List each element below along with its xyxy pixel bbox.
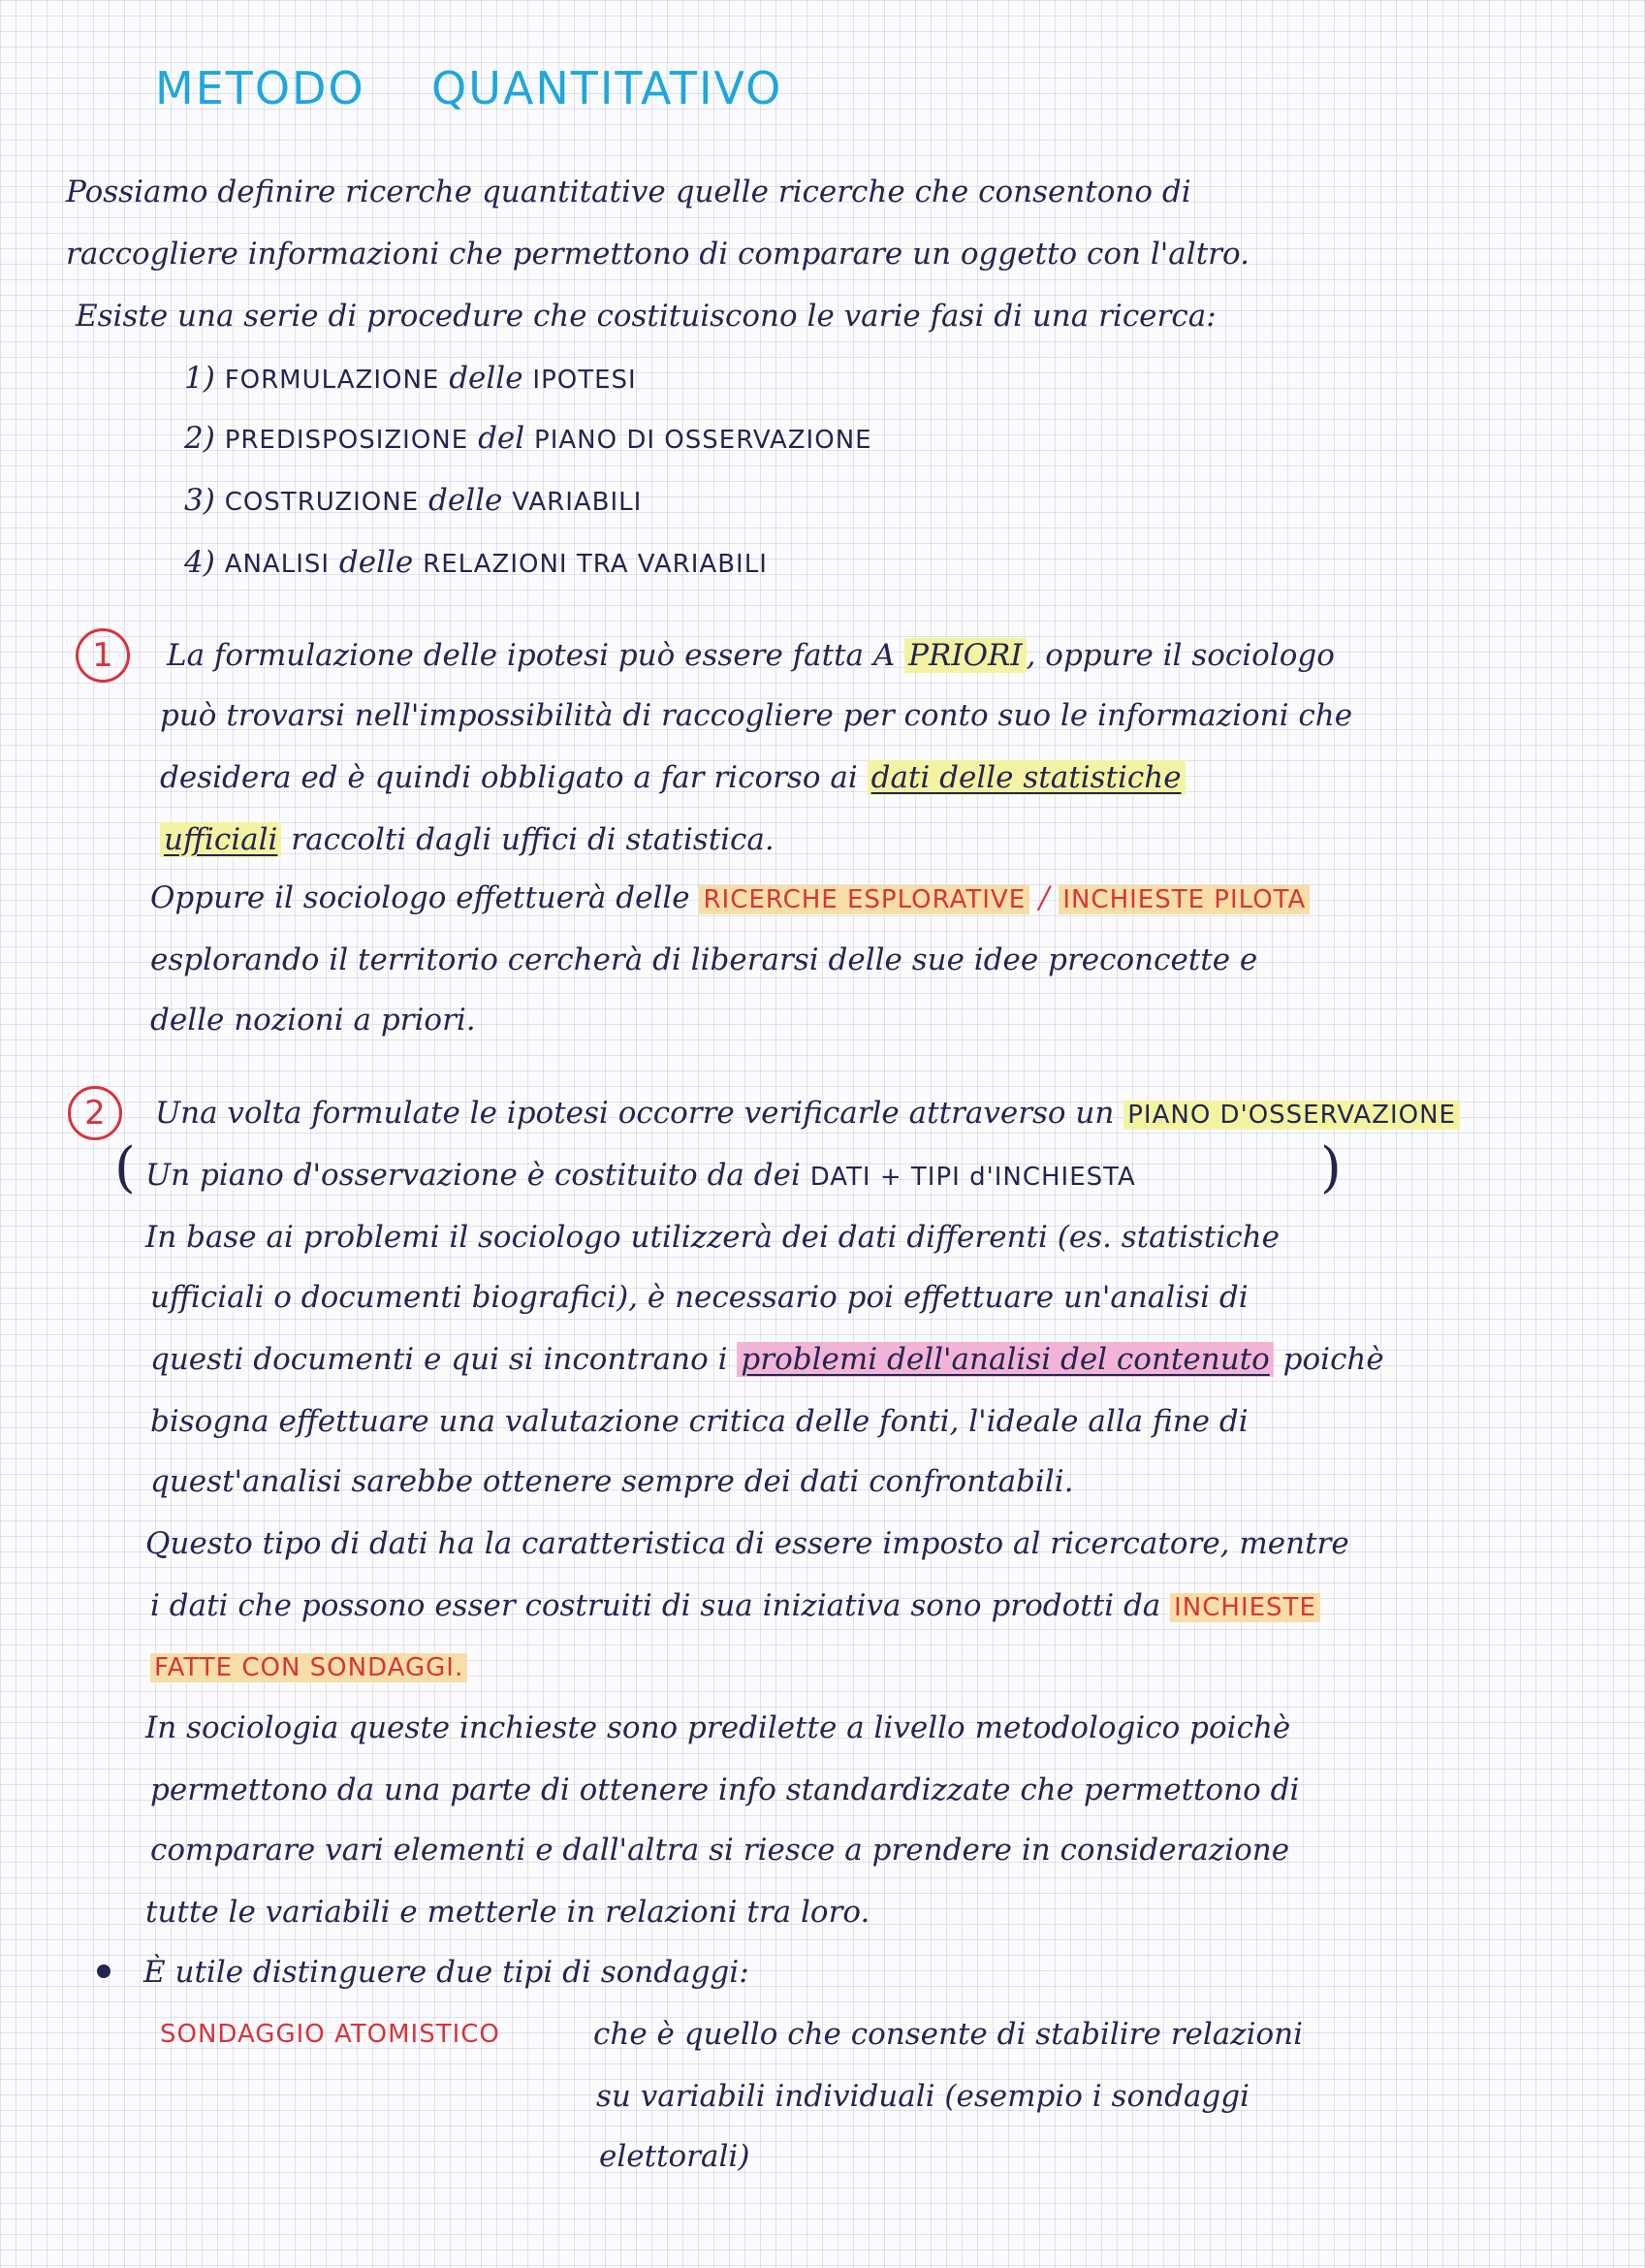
text-span: Una volta formulate le ipotesi occorre verificarle attraverso un [155,1096,1124,1131]
sondaggio-line-1: che è quello che consente di stabilire relazioni [593,2017,1304,2052]
section-2-line-10 [150,1646,467,1687]
section-1-line-4 [160,820,775,859]
section-2-line-5 [150,1340,1384,1379]
bullet-dot [97,1965,111,1978]
section-1-line-6: esplorando il territorio cercherà di liberarsi delle sue idee preconcette e [150,942,1258,977]
step-connector: delle [449,361,523,396]
open-parenthesis: ( [114,1136,136,1199]
section-2-line-8: Questo tipo di dati ha la caratteristica di essere imposto al ricercatore, mentre [145,1526,1349,1561]
section-2-marker: 2 [68,1086,122,1140]
step-object: IPOTESI [532,366,637,395]
separator-slash: / [1029,880,1060,915]
step-object: VARIABILI [512,488,643,517]
step-number: 1) [184,361,215,396]
highlight-piano-osservazione: PIANO D'OSSERVAZIONE [1123,1101,1460,1130]
section-2-line-2 [145,1156,1136,1197]
highlight-analisi-contenuto: problemi dell'analisi del contenuto [737,1342,1273,1377]
section-1-line-3 [160,758,1186,797]
step-item [184,481,642,522]
section-2-line-4: ufficiali o documenti biografici), è necessario poi effettuare un'analisi di [150,1280,1249,1315]
dati-tipi-inchiesta: DATI + TIPI d'INCHIESTA [809,1163,1136,1192]
highlight-fatte-con-sondaggi: FATTE CON SONDAGGI. [150,1653,467,1682]
highlight-inchieste: INCHIESTE [1170,1593,1320,1622]
title-word-2: QUANTITATIVO [431,62,783,114]
section-2-line-3: In base ai problemi il sociologo utilizzerà dei dati differenti (es. statistiche [145,1220,1280,1255]
text-span: , oppure il sociologo [1026,638,1335,673]
text-span: desidera ed è quindi obbligato a far ricorso ai [160,760,868,795]
sondaggio-line-3: elettorali) [599,2139,750,2174]
section-2-line-13: comparare vari elementi e dall'altra si riesce a prendere in considerazione [150,1833,1290,1868]
highlight-ufficiali: ufficiali [160,822,281,857]
text-span: La formulazione delle ipotesi può essere fatta A [167,638,905,673]
section-2-line-12: permettono da una parte di ottenere info standardizzate che permettono di [150,1773,1300,1807]
text-span: Oppure il sociologo effettuerà delle [150,880,700,915]
step-term: FORMULAZIONE [224,366,440,395]
step-number: 3) [184,483,215,518]
highlight-priori: PRIORI [904,638,1026,673]
text-span: Un piano d'osservazione è costituito da dei [145,1158,810,1193]
text-span: questi documenti e qui si incontrano i [150,1342,738,1377]
sondaggio-atomistico-label: SONDAGGIO ATOMISTICO [160,2020,500,2049]
highlight-official-stats: dati delle statistiche [868,760,1186,795]
text-span: i dati che possono esser costruiti di sua iniziativa sono prodotti da [150,1588,1171,1623]
intro-line-1: Possiamo definire ricerche quantitative quelle ricerche che consentono di [66,175,1191,209]
step-term: ANALISI [224,550,331,579]
step-item [184,543,768,584]
section-2-line-9 [150,1586,1320,1627]
step-object: RELAZIONI TRA VARIABILI [423,550,768,579]
section-2-line-11: In sociologia queste inchieste sono predilette a livello metodologico poichè [145,1710,1291,1745]
text-span: poichè [1273,1342,1384,1377]
section-1-line-7: delle nozioni a priori. [150,1003,476,1038]
section-2-line-6: bisogna effettuare una valutazione critica delle fonti, l'ideale alla fine di [150,1404,1249,1439]
section-1-line-1 [167,636,1335,675]
highlight-ricerche-esplorative: RICERCHE ESPLORATIVE [699,885,1029,914]
step-connector: del [478,421,525,456]
title-word-1: METODO [155,62,365,114]
intro-line-2: raccogliere informazioni che permettono di comparare un oggetto con l'altro. [66,237,1250,272]
sondaggio-line-2: su variabili individuali (esempio i sondaggi [596,2079,1250,2114]
section-1-marker: 1 [76,628,130,683]
step-item [184,359,637,399]
step-object: PIANO DI OSSERVAZIONE [534,426,872,455]
step-connector: delle [338,545,414,580]
highlight-inchieste-pilota: INCHIESTE PILOTA [1059,885,1310,914]
section-2-line-7: quest'analisi sarebbe ottenere sempre dei dati confrontabili. [150,1464,1074,1499]
step-number: 2) [184,421,215,456]
intro-line-3: Esiste una serie di procedure che costituiscono le varie fasi di una ricerca: [76,299,1217,334]
section-2-line-1 [155,1094,1460,1134]
step-connector: delle [428,483,503,518]
section-2-line-14: tutte le variabili e metterle in relazioni tra loro. [145,1895,870,1930]
section-2-line-15: È utile distinguere due tipi di sondaggi: [143,1955,749,1990]
step-term: PREDISPOSIZIONE [224,426,469,455]
section-1-line-2: può trovarsi nell'impossibilità di raccogliere per conto suo le informazioni che [160,698,1353,733]
close-parenthesis: ) [1320,1136,1342,1199]
step-term: COSTRUZIONE [224,488,420,517]
section-1-line-5 [150,878,1310,919]
step-number: 4) [184,545,215,580]
step-item [184,419,872,460]
text-span: raccolti dagli uffici di statistica. [281,822,775,857]
